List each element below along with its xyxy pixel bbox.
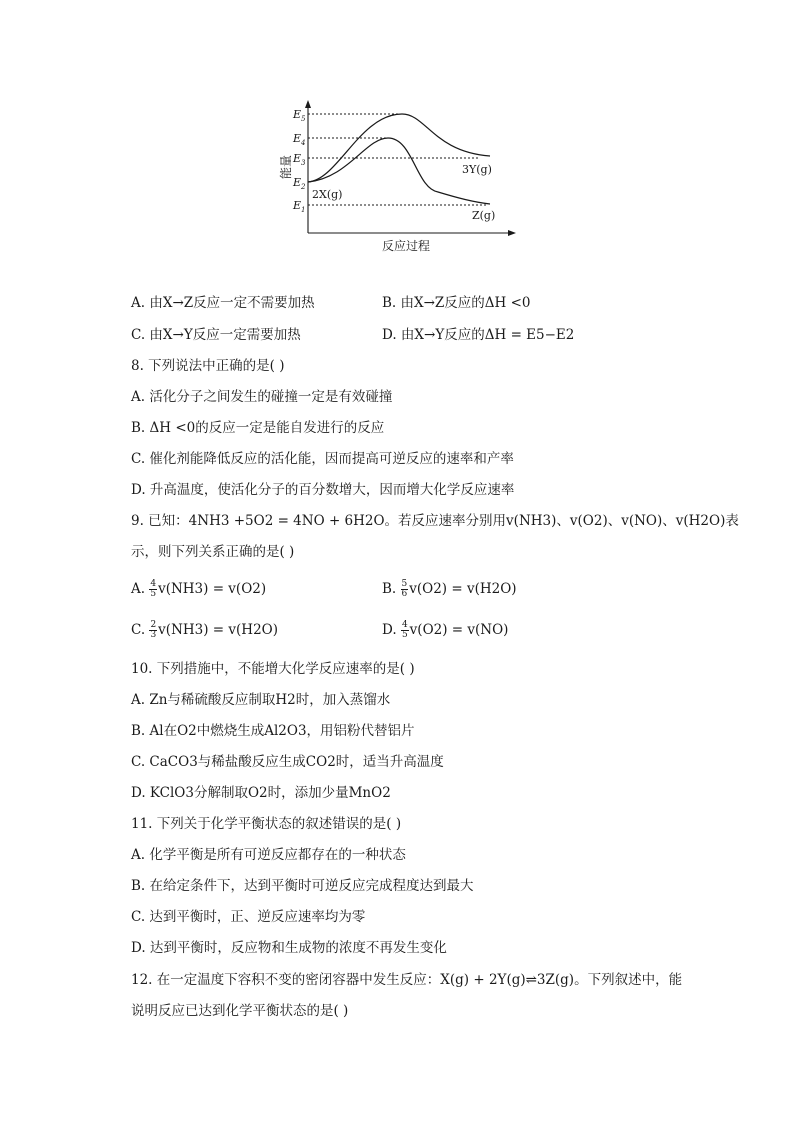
q10-stem: 10. 下列措施中，不能增大化学反应速率的是( ): [131, 661, 415, 677]
q10-option-a: A. Zn与稀硫酸反应制取H2时，加入蒸馏水: [131, 692, 391, 708]
y-axis-arrow: [305, 100, 311, 108]
q9-option-c: C. $\frac{2}{3}$ v(NH3) = v(H2O): [131, 620, 278, 640]
q8-stem: 8. 下列说法中正确的是( ): [131, 358, 285, 374]
q9-option-d-text: v(O2) = v(NO): [409, 622, 509, 638]
energy-diagram-svg: [268, 98, 530, 260]
tick-e1: $E_1$: [293, 199, 306, 214]
q12-stem-line1: 12. 在一定温度下容积不变的密闭容器中发生反应：X(g) + 2Y(g)⇌3Z(g)。下列叙述中，能: [131, 972, 683, 988]
q11-option-d: D. 达到平衡时，反应物和生成物的浓度不再发生变化: [131, 940, 447, 956]
q9-option-b: B. $\frac{5}{6}$ v(O2) = v(H2O): [382, 579, 517, 599]
tick-e3: $E_3$: [293, 152, 306, 167]
q11-option-b: B. 在给定条件下，达到平衡时可逆反应完成程度达到最大: [131, 878, 474, 894]
q8-option-c: C. 催化剂能降低反应的活化能，因而提高可逆反应的速率和产率: [131, 451, 514, 467]
q11-option-a: A. 化学平衡是所有可逆反应都存在的一种状态: [131, 847, 406, 863]
q10-option-c: C. CaCO3与稀盐酸反应生成CO2时，适当升高温度: [131, 754, 444, 770]
label-2x: 2X(g): [312, 188, 343, 201]
q10-option-b: B. Al在O2中燃烧生成Al2O3，用铝粉代替铝片: [131, 723, 415, 739]
q9-option-a: A. $\frac{4}{5}$ v(NH3) = v(O2): [131, 579, 267, 599]
label-3y: 3Y(g): [462, 163, 492, 176]
q8-option-d: D. 升高温度，使活化分子的百分数增大，因而增大化学反应速率: [131, 482, 515, 498]
q9-option-d: D. $\frac{4}{5}$ v(O2) = v(NO): [382, 620, 509, 640]
tick-e5: $E_5$: [293, 108, 306, 123]
fraction-4-5: $\frac{4}{5}$: [150, 579, 157, 599]
q8-option-b: B. ΔH <0的反应一定是能自发进行的反应: [131, 420, 385, 436]
q9-stem-line1: 9. 已知：4NH3 +5O2 = 4NO + 6H2O。若反应速率分别用v(NH3)、v(O2)、v(NO)、v(H2O)表: [131, 513, 739, 529]
fraction-5-6: $\frac{5}{6}$: [401, 579, 408, 599]
q7-option-c: C. 由X→Y反应一定需要加热: [131, 327, 301, 343]
tick-e2: $E_2$: [293, 176, 306, 191]
q9-stem-line2: 示，则下列关系正确的是( ): [131, 544, 295, 560]
q8-option-a: A. 活化分子之间发生的碰撞一定是有效碰撞: [131, 389, 393, 405]
fraction-2-3: $\frac{2}{3}$: [150, 620, 157, 640]
q7-option-d: D. 由X→Y反应的ΔH = E5−E2: [382, 327, 575, 343]
q10-option-d: D. KClO3分解制取O2时，添加少量MnO2: [131, 785, 391, 801]
x-axis-arrow: [508, 230, 516, 236]
q9-option-c-text: v(NH3) = v(H2O): [158, 622, 278, 638]
q9-option-a-text: v(NH3) = v(O2): [158, 581, 267, 597]
label-z: Z(g): [472, 209, 496, 222]
x-axis-label: 反应过程: [382, 239, 431, 253]
tick-e4: $E_4$: [293, 132, 306, 147]
q7-option-b: B. 由X→Z反应的ΔH <0: [382, 295, 531, 311]
q11-stem: 11. 下列关于化学平衡状态的叙述错误的是( ): [131, 816, 402, 832]
q7-option-a: A. 由X→Z反应一定不需要加热: [131, 295, 315, 311]
energy-diagram: [268, 98, 530, 260]
q12-stem-line2: 说明反应已达到化学平衡状态的是( ): [131, 1003, 349, 1019]
fraction-4-5: $\frac{4}{5}$: [401, 620, 408, 640]
y-axis-label: 能量: [279, 154, 293, 179]
q9-option-b-text: v(O2) = v(H2O): [409, 581, 517, 597]
q11-option-c: C. 达到平衡时，正、逆反应速率均为零: [131, 909, 366, 925]
